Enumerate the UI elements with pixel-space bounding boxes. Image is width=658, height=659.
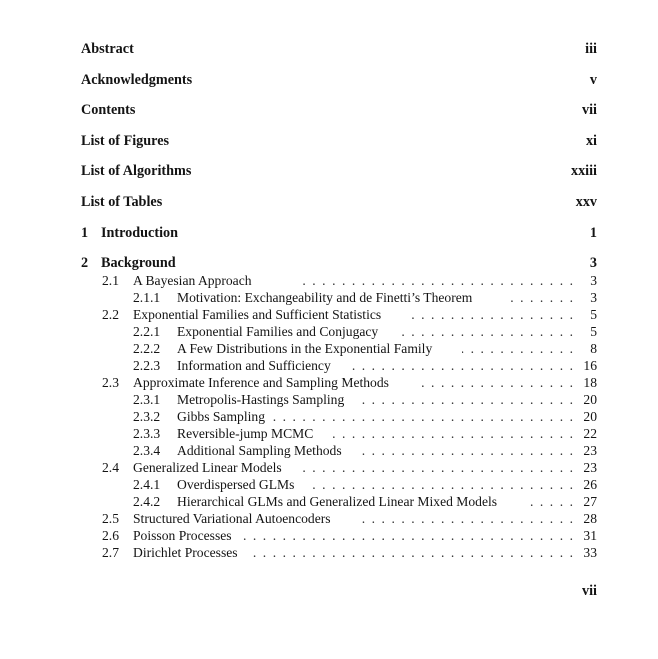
dot-leader: [241, 527, 573, 544]
section-number: 2.5: [102, 511, 119, 526]
entry-title: Contents: [81, 102, 136, 118]
chapter-number: 2: [81, 255, 89, 271]
subsection-title: A Few Distributions in the Exponential Family: [177, 341, 433, 356]
chapter-title: Introduction: [101, 225, 178, 241]
entry-page: 1: [589, 225, 597, 241]
toc-chapter-introduction[interactable]: [0, 225, 658, 242]
section-title: Exponential Families and Sufficient Statistics: [133, 307, 382, 322]
section-title: A Bayesian Approach: [133, 273, 252, 288]
section-title: Dirichlet Processes: [133, 545, 238, 560]
subsection-title: Motivation: Exchangeability and de Finetti’s Theorem: [177, 290, 473, 305]
toc-subsection[interactable]: [0, 391, 658, 408]
dot-leader: [305, 476, 573, 493]
entry-title: Acknowledgments: [81, 72, 193, 88]
dot-leader: [346, 357, 573, 374]
dot-leader: [249, 544, 573, 561]
dot-leader: [296, 459, 573, 476]
dot-leader: [296, 272, 573, 289]
toc-subsection[interactable]: [0, 476, 658, 493]
section-number: 2.3: [102, 375, 119, 390]
subsection-number: 2.2.1: [133, 324, 161, 339]
entry-page: 8: [590, 341, 597, 356]
entry-page: xxiii: [570, 163, 597, 179]
entry-page: 26: [583, 477, 597, 492]
entry-page: 18: [583, 375, 597, 390]
subsection-number: 2.3.4: [133, 443, 161, 458]
page-number: vii: [582, 583, 597, 599]
entry-page: xi: [585, 133, 597, 149]
section-number: 2.2: [102, 307, 119, 322]
section-number: 2.7: [102, 545, 119, 560]
entry-page: 3: [589, 255, 597, 271]
toc-chapter-background[interactable]: [0, 255, 658, 272]
subsection-title: Gibbs Sampling: [177, 409, 265, 424]
subsection-number: 2.3.1: [133, 392, 161, 407]
subsection-title: Hierarchical GLMs and Generalized Linear Mixed Models: [177, 494, 498, 509]
toc-subsection[interactable]: [0, 493, 658, 510]
subsection-number: 2.1.1: [133, 290, 161, 305]
entry-title: Abstract: [81, 41, 134, 57]
toc-entry-list-of-algorithms[interactable]: [0, 163, 658, 180]
toc-subsection[interactable]: [0, 340, 658, 357]
entry-page: 27: [583, 494, 597, 509]
dot-leader: [505, 289, 573, 306]
subsection-number: 2.4.1: [133, 477, 161, 492]
toc-entry-abstract[interactable]: [0, 41, 658, 58]
entry-page: 23: [583, 460, 597, 475]
dot-leader: [400, 323, 573, 340]
entry-title: List of Tables: [81, 194, 163, 210]
entry-page: iii: [585, 41, 597, 57]
dot-leader: [326, 425, 573, 442]
entry-page: xxv: [575, 194, 597, 210]
section-number: 2.4: [102, 460, 119, 475]
subsection-number: 2.4.2: [133, 494, 161, 509]
entry-page: 3: [590, 290, 597, 305]
dot-leader: [273, 408, 573, 425]
toc-section[interactable]: [0, 306, 658, 323]
subsection-number: 2.2.2: [133, 341, 161, 356]
section-title: Approximate Inference and Sampling Methods: [133, 375, 389, 390]
section-number: 2.6: [102, 528, 119, 543]
toc-entry-acknowledgments[interactable]: [0, 72, 658, 89]
subsection-title: Overdispersed GLMs: [177, 477, 295, 492]
entry-page: 20: [583, 392, 597, 407]
subsection-title: Reversible-jump MCMC: [177, 426, 314, 441]
subsection-number: 2.2.3: [133, 358, 161, 373]
subsection-number: 2.3.2: [133, 409, 161, 424]
toc-section[interactable]: [0, 272, 658, 289]
toc-subsection[interactable]: [0, 408, 658, 425]
section-title: Generalized Linear Models: [133, 460, 282, 475]
toc-subsection[interactable]: [0, 357, 658, 374]
toc-section[interactable]: [0, 510, 658, 527]
entry-page: 22: [583, 426, 597, 441]
toc-section[interactable]: [0, 374, 658, 391]
chapter-title: Background: [101, 255, 176, 271]
section-number: 2.1: [102, 273, 119, 288]
entry-page: 31: [583, 528, 597, 543]
subsection-title: Information and Sufficiency: [177, 358, 331, 373]
section-title: Structured Variational Autoencoders: [133, 511, 331, 526]
subsection-title: Exponential Families and Conjugacy: [177, 324, 379, 339]
toc-section[interactable]: [0, 527, 658, 544]
toc-subsection[interactable]: [0, 289, 658, 306]
dot-leader: [360, 442, 573, 459]
entry-title: List of Figures: [81, 133, 170, 149]
dot-leader: [358, 391, 573, 408]
dot-leader: [357, 510, 573, 527]
entry-page: 20: [583, 409, 597, 424]
toc-subsection[interactable]: [0, 323, 658, 340]
chapter-number: 1: [81, 225, 89, 241]
dot-leader: [462, 340, 573, 357]
section-title: Poisson Processes: [133, 528, 232, 543]
entry-page: 5: [590, 307, 597, 322]
entry-title: List of Algorithms: [81, 163, 192, 179]
dot-leader: [528, 493, 573, 510]
toc-subsection[interactable]: [0, 442, 658, 459]
dot-leader: [418, 374, 573, 391]
subsection-title: Metropolis-Hastings Sampling: [177, 392, 345, 407]
entry-page: 16: [583, 358, 597, 373]
toc-entry-list-of-figures[interactable]: [0, 133, 658, 150]
entry-page: 5: [590, 324, 597, 339]
toc-entry-contents[interactable]: [0, 102, 658, 119]
subsection-number: 2.3.3: [133, 426, 161, 441]
toc-section[interactable]: [0, 544, 658, 561]
entry-page: vii: [582, 102, 597, 118]
subsection-title: Additional Sampling Methods: [177, 443, 342, 458]
entry-page: 23: [583, 443, 597, 458]
toc-subsection[interactable]: [0, 425, 658, 442]
dot-leader: [410, 306, 573, 323]
entry-page: v: [589, 72, 597, 88]
toc-section[interactable]: [0, 459, 658, 476]
toc-entry-list-of-tables[interactable]: [0, 194, 658, 211]
entry-page: 3: [590, 273, 597, 288]
entry-page: 33: [583, 545, 597, 560]
entry-page: 28: [583, 511, 597, 526]
